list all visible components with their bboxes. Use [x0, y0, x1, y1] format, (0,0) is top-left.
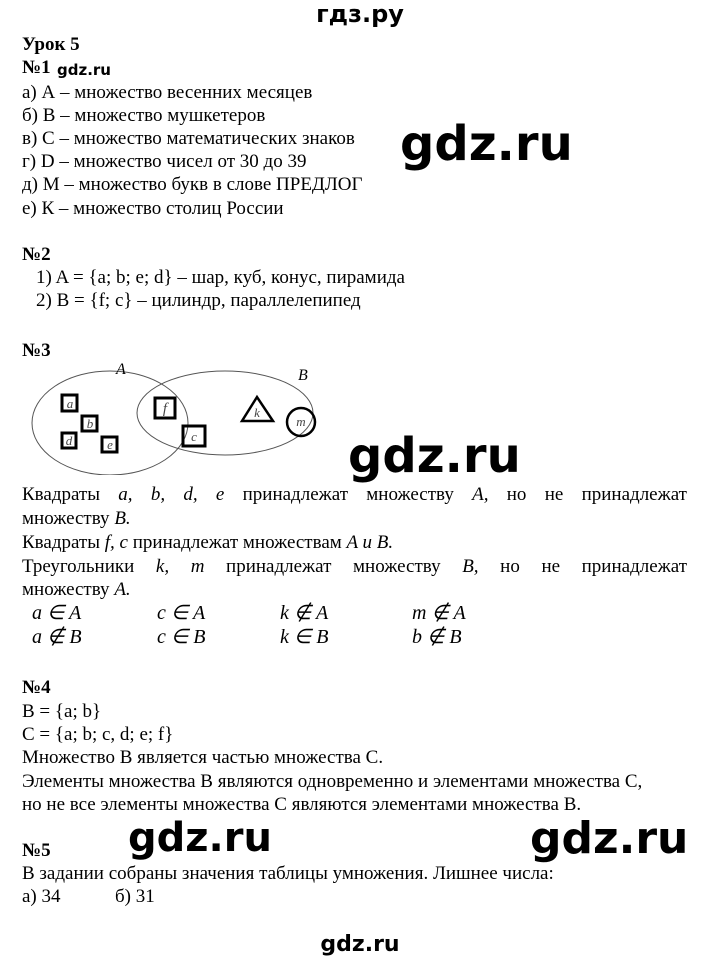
watermark: gdz.ru [400, 116, 573, 172]
task4-line: но не все элементы множества С являются элементами множества В. [22, 794, 582, 815]
task2-item: 1) A = {a; b; e; d} – шар, куб, конус, пирамида [36, 267, 405, 288]
formula: k ∈ B [280, 626, 329, 648]
task5-text: В задании собраны значения таблицы умножения. Лишнее числа: [22, 863, 554, 884]
lesson-title: Урок 5 [22, 34, 80, 55]
formula: c ∈ A [157, 602, 206, 624]
label-m: m [296, 414, 306, 429]
formula: b ∉ B [412, 626, 462, 648]
watermark: gdz.ru [530, 813, 689, 864]
task1-item: д) М – множество букв в слове ПРЕДЛОГ [22, 174, 363, 195]
task1-item: г) D – множество чисел от 30 до 39 [22, 151, 307, 172]
watermark: gdz.ru [348, 428, 521, 484]
watermark: gdz.ru [128, 815, 272, 861]
label-f: f [162, 401, 168, 417]
task1-item: б) В – множество мушкетеров [22, 105, 266, 126]
formula: m ∉ A [412, 602, 466, 624]
label-a: a [66, 396, 74, 411]
venn-diagram [20, 360, 340, 475]
task1-item: е) К – множество столиц России [22, 198, 284, 219]
label-d: d [65, 433, 73, 448]
site-header: гдз.ру [316, 0, 404, 28]
task3-paragraph-line: Квадраты f, c принадлежат множествам A и B. [22, 532, 394, 553]
task2-item: 2) B = {f; c} – цилиндр, параллелепипед [36, 290, 361, 311]
task1-item: в) С – множество математических знаков [22, 128, 355, 149]
set-a-label: A [116, 361, 126, 378]
task4-line: B = {a; b} [22, 701, 102, 722]
task5-answer-b: б) 31 [115, 886, 155, 907]
task3-paragraph-line: Треугольники k, m принадлежат множеству B, но не принадлежат [22, 556, 688, 577]
task4-title: №4 [22, 677, 51, 698]
task3-paragraph-line: множеству A. [22, 579, 131, 600]
formula: k ∉ A [280, 602, 329, 624]
task3-title: №3 [22, 340, 51, 361]
formula: a ∈ A [32, 602, 82, 624]
task1-title: №1 [22, 57, 51, 78]
formula: c ∈ B [157, 626, 206, 648]
task1-item: а) А – множество весенних месяцев [22, 82, 313, 103]
task4-line: C = {a; b; c, d; e; f} [22, 724, 174, 745]
watermark: gdz.ru [57, 61, 111, 79]
task5-answer-a: а) 34 [22, 886, 61, 907]
set-a-ellipse [32, 371, 188, 475]
task3-paragraph-line: Квадраты a, b, d, e принадлежат множеству A, но не принадлежат [22, 484, 687, 505]
task2-title: №2 [22, 244, 51, 265]
task3-paragraph-line: множеству B. [22, 508, 131, 529]
label-b: b [86, 416, 94, 431]
label-e: e [107, 437, 113, 452]
site-footer: gdz.ru [320, 932, 400, 957]
formula: a ∉ B [32, 626, 82, 648]
label-k: k [254, 405, 260, 420]
task4-line: Множество B является частью множества С. [22, 747, 384, 768]
label-c: c [191, 429, 197, 444]
set-b-label: B [298, 367, 308, 384]
task4-line: Элементы множества B являются одновременно и элементами множества С, [22, 771, 643, 792]
task5-title: №5 [22, 840, 51, 861]
